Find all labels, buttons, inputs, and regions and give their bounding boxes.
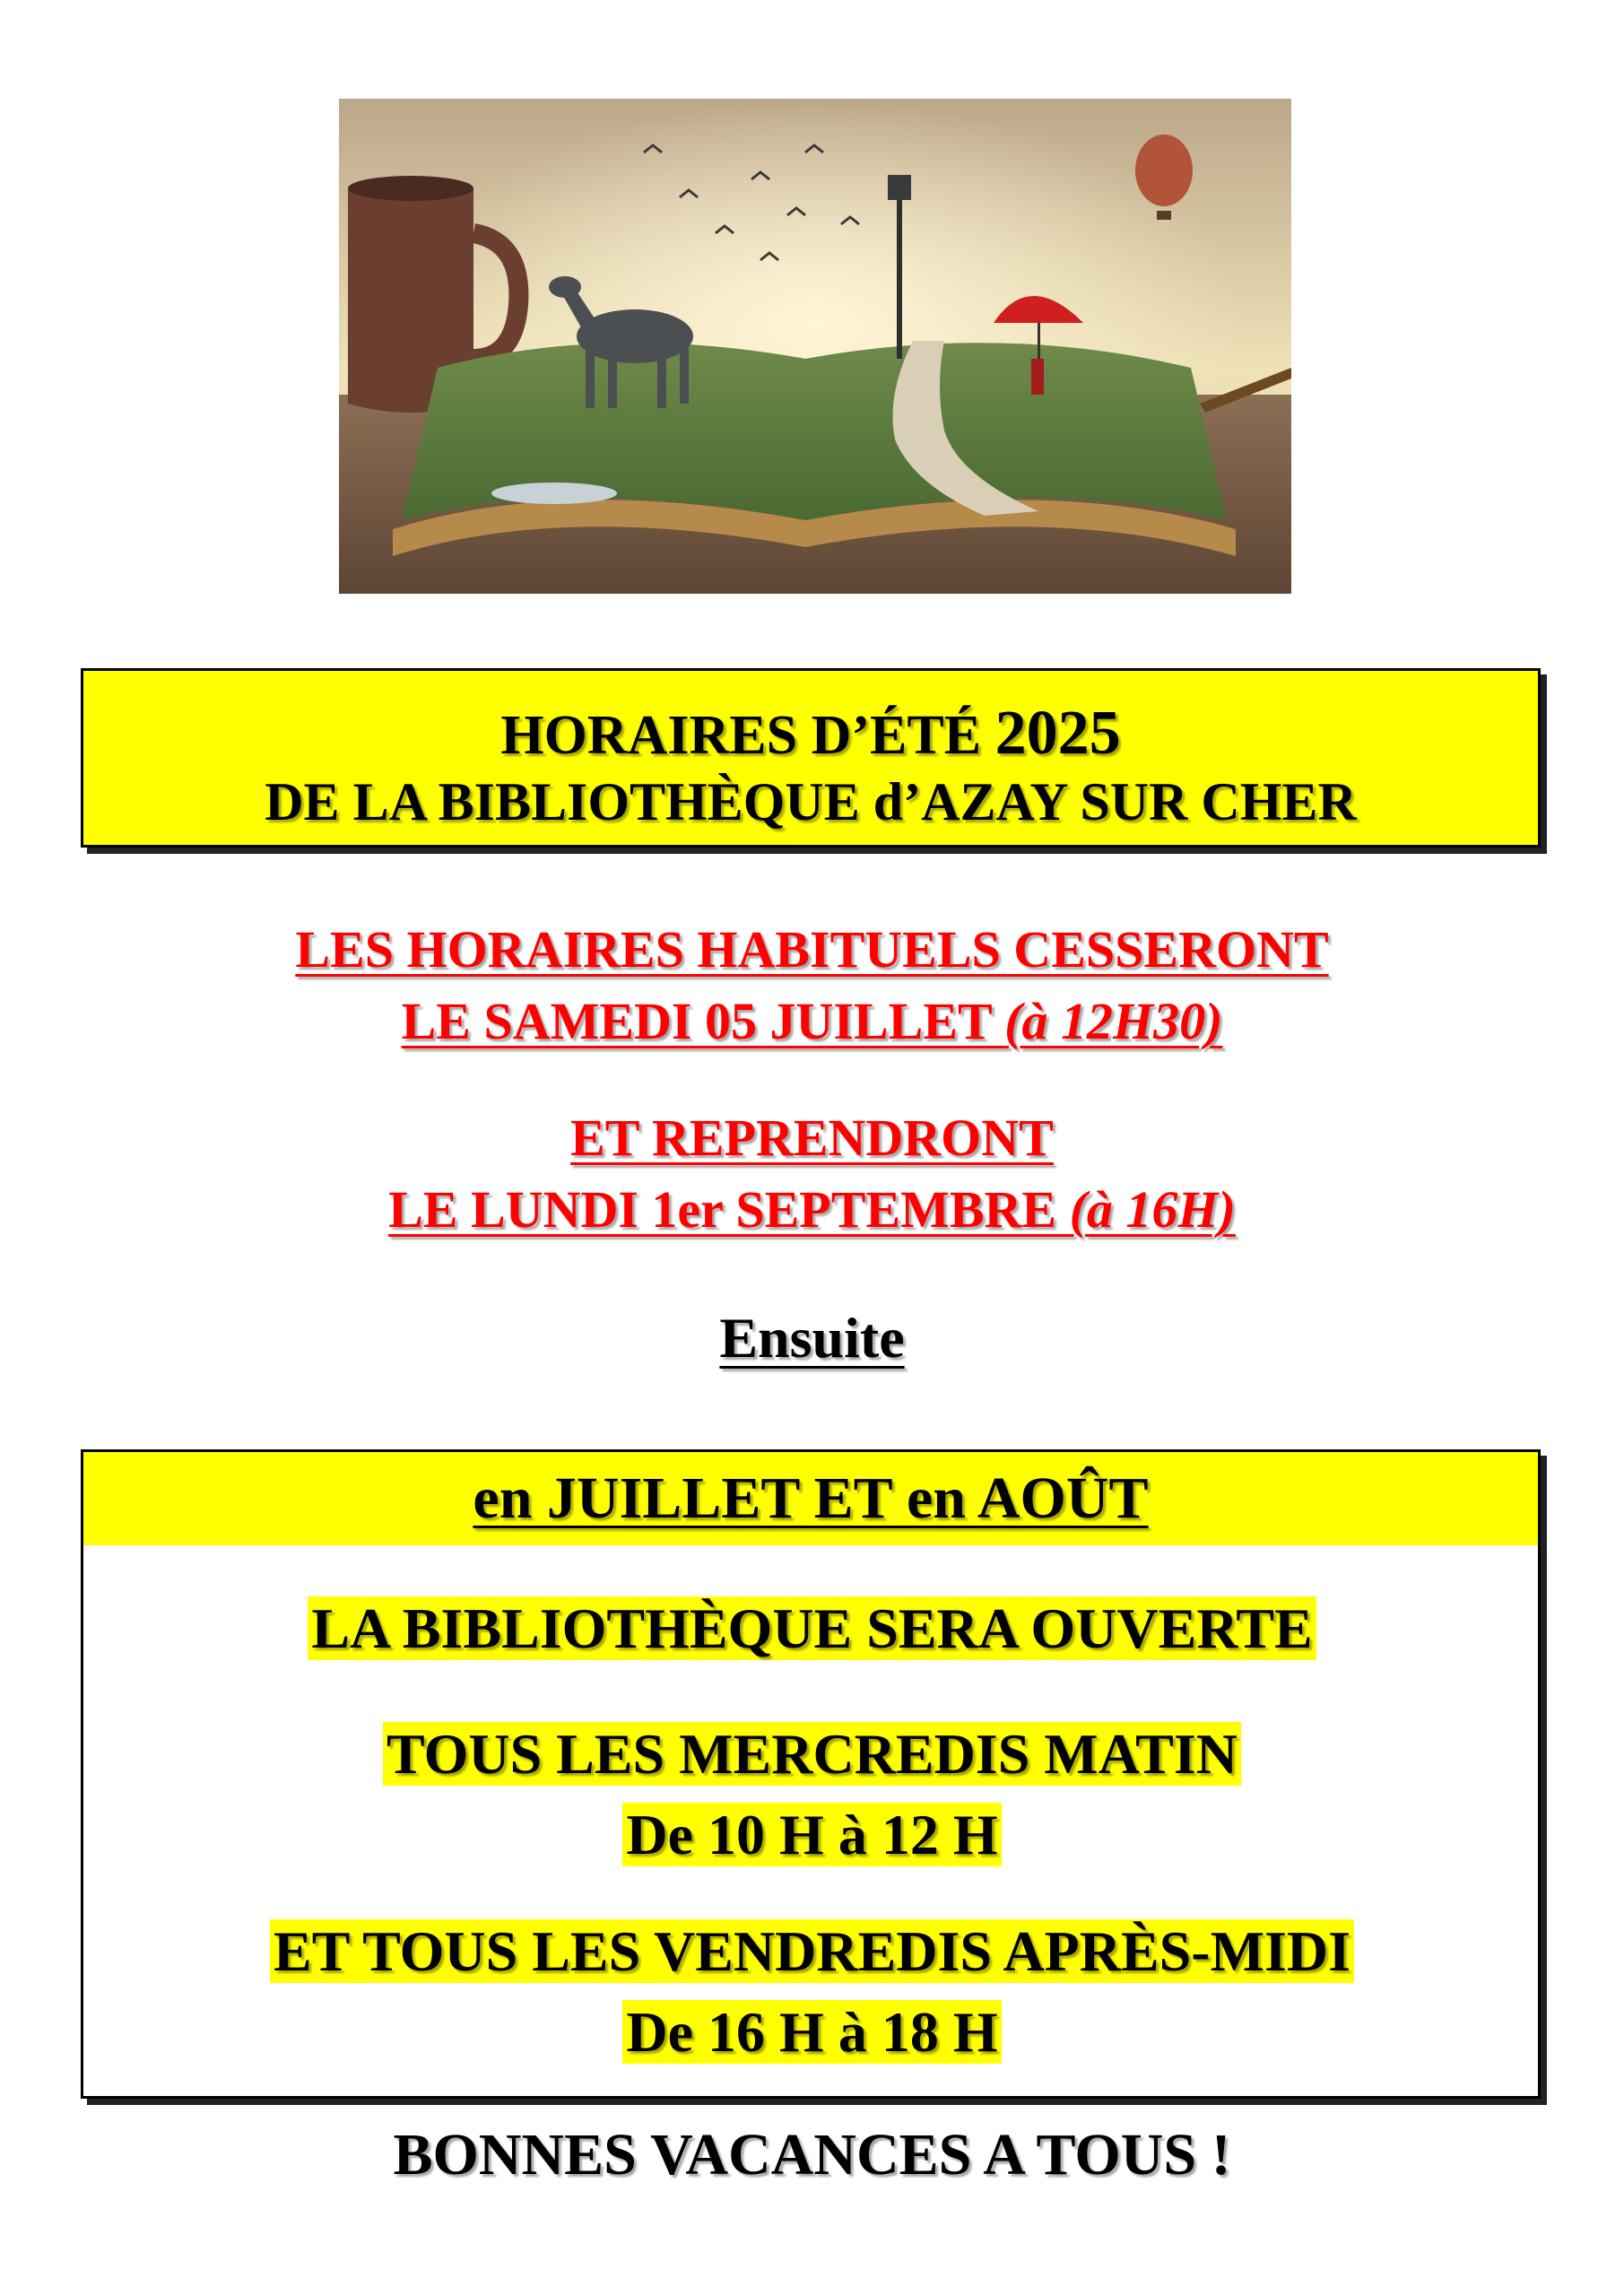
title-prefix: HORAIRES D’ÉTÉ [500,705,982,766]
wednesday-line: TOUS LES MERCREDIS MATIN [0,1721,1624,1787]
opening-statement: LA BIBLIOTHÈQUE SERA OUVERTE [0,1596,1624,1662]
transition-heading: Ensuite [719,1306,905,1370]
reopening-notice-line-2 [0,1179,1624,1239]
farewell-message: BONNES VACANCES A TOUS ! [393,2122,1231,2187]
hero-illustration [339,99,1291,594]
closing-notice-line-2 [0,991,1624,1051]
reopening-time: (à 16H) [1069,1180,1236,1239]
friday-line: ET TOUS LES VENDREDIS APRÈS-MIDI [0,1918,1624,1985]
closing-date: LE SAMEDI 05 JUILLET [401,992,1005,1050]
wednesday-hours: De 10 H à 12 H [0,1802,1624,1868]
title-year: 2025 [994,699,1121,768]
friday-hours: De 16 H à 18 H [0,1999,1624,2066]
summer-schedule-header: en JUILLET ET en AOÛT [83,1452,1538,1545]
reopening-date: LE LUNDI 1er SEPTEMBRE [388,1180,1070,1239]
closing-time: (à 12H30) [1004,992,1223,1050]
title-banner [81,668,1541,848]
open-book-illustration [339,99,1291,594]
reopening-notice-line-1: ET REPRENDRONT [570,1109,1054,1167]
title-line-1 [83,698,1538,770]
closing-notice-line-1: LES HORAIRES HABITUELS CESSERONT [295,920,1329,978]
summer-schedule-box [81,1449,1541,2099]
title-line-2: DE LA BIBLIOTHÈQUE d’AZAY SUR CHER [265,772,1357,831]
